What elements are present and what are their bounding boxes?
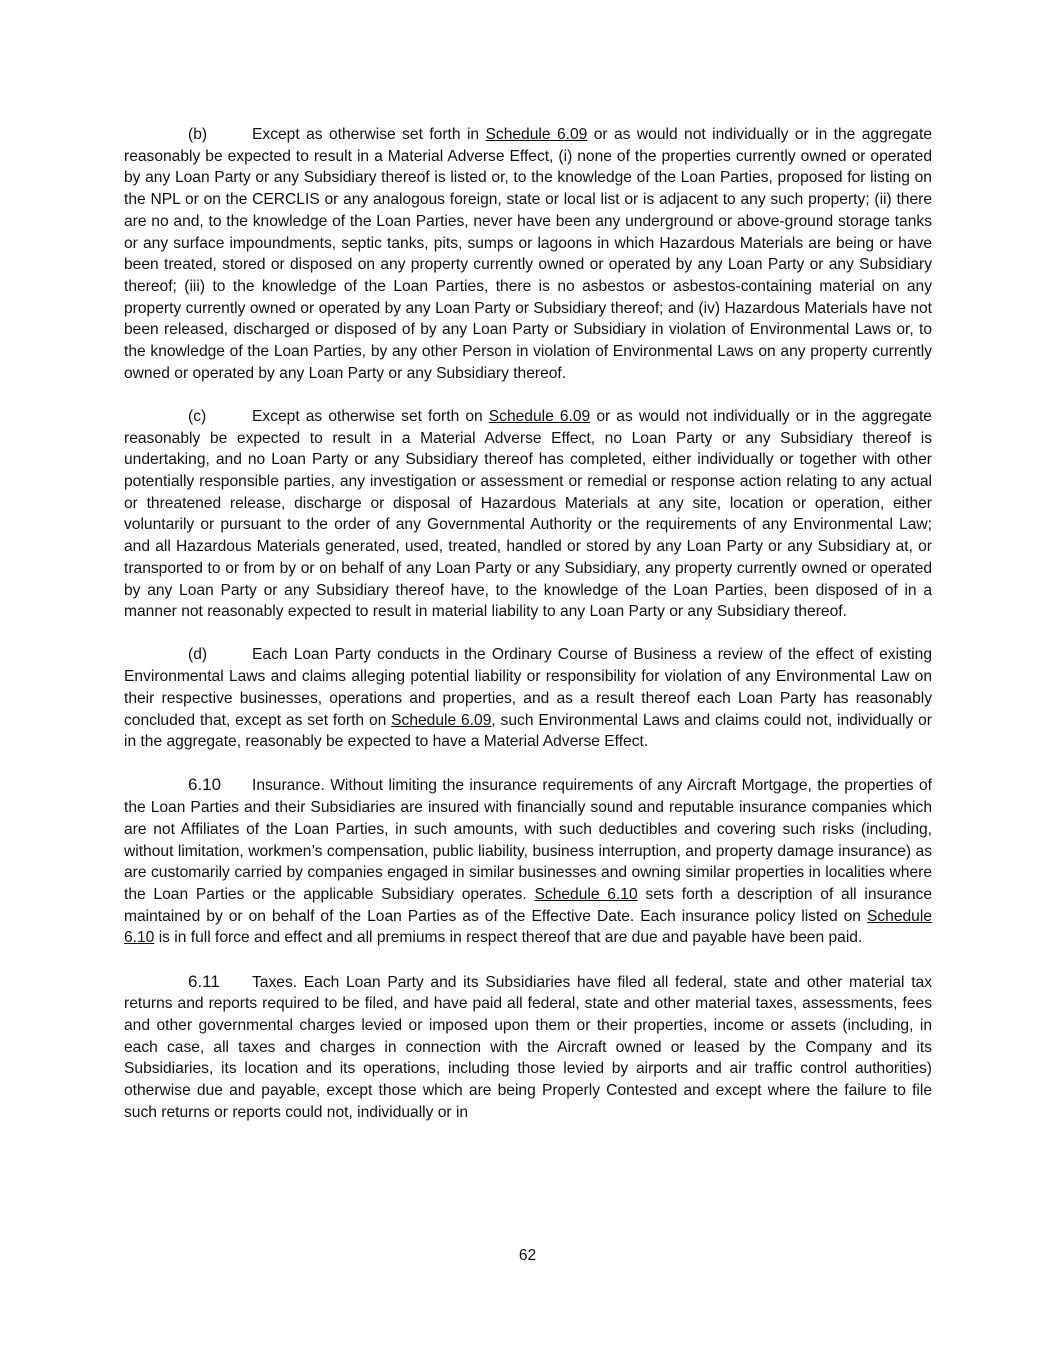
- paragraph-label: (d): [188, 646, 208, 664]
- paragraph-text: Each Loan Party and its Subsidiaries have filed all federal, state and other material tax returns and reports required to be filed, and have paid all federal, state and other material taxes, assessments, fees and other governmental charges levied or imposed upon them or their properties, income or assets (including, in each case, all taxes and charges in connection with the Aircraft owned or leased by the Company and its Subsidiaries, its location and its operations, including those levied by airports and air traffic control authorities) otherwise due and payable, except those which are being Properly Contested and except where the failure to file such returns or reports could not, individually or in: [124, 973, 932, 1121]
- section-heading: Insurance.: [252, 777, 325, 795]
- page-number: 62: [518, 1247, 537, 1264]
- section-number: 6.10: [188, 775, 222, 795]
- paragraph-text: sets forth a description of all insurance maintained by or on behalf of the Loan Parties as of the Effective Date. Each insurance policy listed on: [124, 886, 932, 925]
- schedule-reference: Schedule 6.10: [534, 886, 638, 903]
- paragraph-text: Each Loan Party conducts in the Ordinary Course of Business a review of the effect of existing Environmental Laws and claims alleging potential liability or responsibility for violation of any Environmental Law on their respective businesses, operations and properties, and as a result thereof each Loan Party has reasonably concluded that, except as set forth on: [124, 646, 932, 729]
- section-heading: Taxes.: [252, 973, 298, 991]
- paragraph-label: (b): [188, 126, 208, 143]
- paragraph-text: Except as otherwise set forth in: [252, 126, 486, 143]
- section-6-10: [124, 774, 932, 949]
- schedule-reference: Schedule 6.10: [124, 907, 932, 947]
- schedule-reference: Schedule 6.09: [485, 126, 588, 143]
- paragraph-text: Without limiting the insurance requirements of any Aircraft Mortgage, the properties of the Loan Parties and their Subsidiaries are insured with financially sound and reputable insurance companies which are not Affiliates of the Loan Parties, in such amounts, with such deductibles and covering such risks (including, without limitation, workmen’s compensation, public liability, business interruption, and property damage insurance) as are customarily carried by companies engaged in similar businesses and owning similar properties in localities where the Loan Parties or the applicable Subsidiary operates.: [124, 777, 932, 903]
- paragraph-c: [124, 406, 932, 623]
- document-page: [124, 124, 932, 1145]
- paragraph-d: [124, 644, 932, 753]
- section-6-11: [124, 971, 932, 1124]
- schedule-reference: Schedule 6.09: [488, 407, 591, 425]
- schedule-reference: Schedule 6.09: [391, 711, 492, 729]
- paragraph-text: is in full force and effect and all premiums in respect thereof that are due and payable have been paid.: [154, 929, 863, 947]
- paragraph-b: [124, 124, 932, 384]
- paragraph-text: Except as otherwise set forth on: [252, 407, 489, 425]
- paragraph-text: or as would not individually or in the aggregate reasonably be expected to result in a Material Adverse Effect, (i) none of the properties currently owned or operated by any Loan Party or any Subsidiary thereof is listed or, to the knowledge of the Loan Parties, proposed for listing on the NPL or on the CERCLIS or any analogous foreign, state or local list or is adjacent to any such property; (ii) there are no and, to the knowledge of the Loan Parties, never have been any underground or above-ground storage tanks or any surface impoundments, septic tanks, pits, sumps or lagoons in which Hazardous Materials are being or have been treated, stored or disposed on any property currently owned or operated by any Loan Party or any Subsidiary thereof; (iii) to the knowledge of the Loan Parties, there is no asbestos or asbestos-containing material on any property currently owned or operated by any Loan Party or Subsidiary thereof; and (iv) Hazardous Materials have not been released, discharged or disposed of by any Loan Party or Subsidiary in violation of Environmental Laws or, to the knowledge of the Loan Parties, by any other Person in violation of Environmental Laws on any property currently owned or operated by any Loan Party or any Subsidiary thereof.: [124, 126, 932, 382]
- paragraph-text: or as would not individually or in the aggregate reasonably be expected to result in a Material Adverse Effect, no Loan Party or any Subsidiary thereof is undertaking, and no Loan Party or any Subsidiary thereof has completed, either individually or together with other potentially responsible parties, any investigation or assessment or remedial or response action relating to any actual or threatened release, discharge or disposal of Hazardous Materials at any site, location or operation, either voluntarily or pursuant to the order of any Governmental Authority or the requirements of any Environmental Law; and all Hazardous Materials generated, used, treated, handled or stored by any Loan Party or any Subsidiary at, or transported to or from by or on behalf of any Loan Party or any Subsidiary, any property currently owned or operated by any Loan Party or any Subsidiary thereof have, to the knowledge of the Loan Parties, been disposed of in a manner not reasonably expected to result in material liability to any Loan Party or any Subsidiary thereof.: [124, 407, 932, 621]
- section-number: 6.11: [188, 971, 220, 991]
- paragraph-text: , such Environmental Laws and claims could not, individually or in the aggregate, reasonably be expected to have a Material Adverse Effect.: [124, 711, 932, 751]
- paragraph-label: (c): [188, 407, 207, 425]
